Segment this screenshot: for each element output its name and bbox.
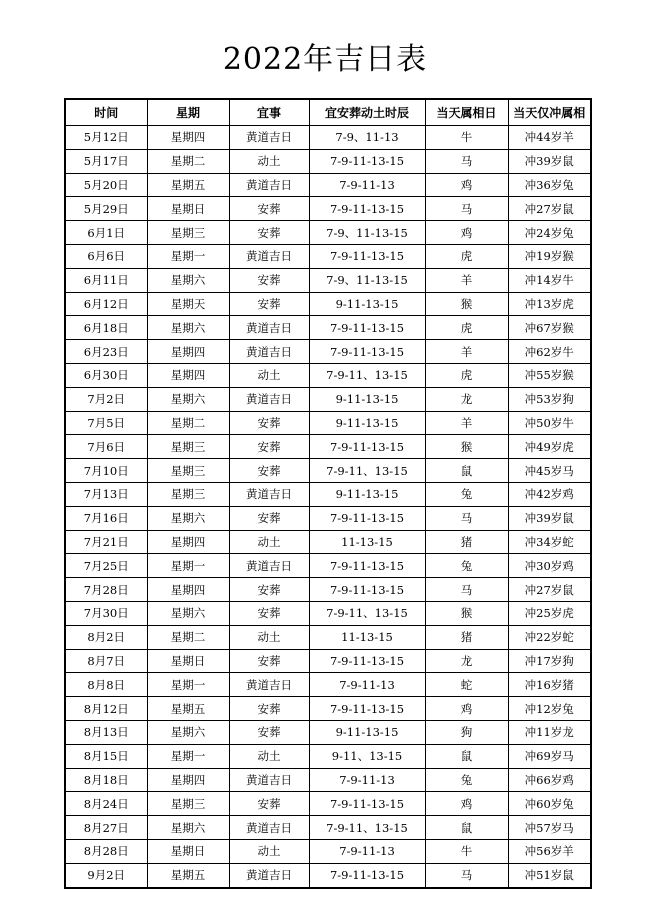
cell-activity: 安葬 (229, 221, 309, 245)
cell-weekday: 星期五 (147, 863, 229, 887)
table-row (65, 839, 591, 863)
cell-activity: 安葬 (229, 292, 309, 316)
cell-hours: 9-11-13-15 (309, 411, 425, 435)
cell-date: 8月7日 (65, 649, 147, 673)
table-row (65, 697, 591, 721)
cell-zodiac-day: 猪 (425, 530, 508, 554)
table-row (65, 768, 591, 792)
table-row (65, 625, 591, 649)
cell-date: 6月1日 (65, 221, 147, 245)
cell-zodiac-day: 马 (425, 197, 508, 221)
table-row (65, 268, 591, 292)
cell-hours: 7-9-11-13-15 (309, 149, 425, 173)
page-title: 2022年吉日表 (222, 42, 428, 77)
cell-date: 5月12日 (65, 126, 147, 150)
cell-weekday: 星期日 (147, 197, 229, 221)
cell-weekday: 星期四 (147, 530, 229, 554)
cell-activity: 安葬 (229, 459, 309, 483)
cell-weekday: 星期六 (147, 506, 229, 530)
cell-activity: 黄道吉日 (229, 340, 309, 364)
cell-clash: 冲69岁马 (508, 744, 591, 768)
cell-date: 6月30日 (65, 363, 147, 387)
cell-activity: 黄道吉日 (229, 768, 309, 792)
cell-clash: 冲19岁猴 (508, 244, 591, 268)
table-row (65, 292, 591, 316)
cell-zodiac-day: 兔 (425, 768, 508, 792)
cell-weekday: 星期一 (147, 673, 229, 697)
cell-date: 5月29日 (65, 197, 147, 221)
cell-clash: 冲17岁狗 (508, 649, 591, 673)
cell-activity: 安葬 (229, 411, 309, 435)
table-row (65, 173, 591, 197)
cell-weekday: 星期一 (147, 244, 229, 268)
cell-activity: 安葬 (229, 435, 309, 459)
cell-hours: 9-11、13-15 (309, 744, 425, 768)
cell-weekday: 星期三 (147, 792, 229, 816)
cell-date: 6月18日 (65, 316, 147, 340)
cell-activity: 动土 (229, 363, 309, 387)
cell-clash: 冲24岁兔 (508, 221, 591, 245)
cell-activity: 动土 (229, 530, 309, 554)
cell-zodiac-day: 牛 (425, 126, 508, 150)
cell-hours: 7-9、11-13-15 (309, 221, 425, 245)
cell-weekday: 星期四 (147, 126, 229, 150)
cell-zodiac-day: 猴 (425, 292, 508, 316)
cell-zodiac-day: 鸡 (425, 697, 508, 721)
cell-date: 7月10日 (65, 459, 147, 483)
cell-clash: 冲67岁猴 (508, 316, 591, 340)
cell-date: 8月18日 (65, 768, 147, 792)
cell-hours: 7-9-11、13-15 (309, 601, 425, 625)
cell-weekday: 星期六 (147, 387, 229, 411)
table-row (65, 506, 591, 530)
cell-weekday: 星期二 (147, 411, 229, 435)
cell-weekday: 星期六 (147, 816, 229, 840)
cell-zodiac-day: 兔 (425, 554, 508, 578)
table-row (65, 578, 591, 602)
cell-activity: 黄道吉日 (229, 173, 309, 197)
cell-zodiac-day: 鸡 (425, 221, 508, 245)
cell-activity: 黄道吉日 (229, 126, 309, 150)
cell-date: 7月16日 (65, 506, 147, 530)
cell-hours: 9-11-13-15 (309, 482, 425, 506)
cell-zodiac-day: 猪 (425, 625, 508, 649)
cell-clash: 冲22岁蛇 (508, 625, 591, 649)
header-activity: 宜事 (229, 99, 309, 126)
cell-zodiac-day: 鼠 (425, 459, 508, 483)
cell-date: 8月8日 (65, 673, 147, 697)
cell-clash: 冲14岁牛 (508, 268, 591, 292)
cell-date: 7月6日 (65, 435, 147, 459)
table-row (65, 411, 591, 435)
cell-weekday: 星期一 (147, 554, 229, 578)
cell-clash: 冲12岁兔 (508, 697, 591, 721)
cell-date: 6月12日 (65, 292, 147, 316)
cell-date: 9月2日 (65, 863, 147, 887)
cell-zodiac-day: 羊 (425, 340, 508, 364)
cell-zodiac-day: 鼠 (425, 816, 508, 840)
cell-zodiac-day: 鼠 (425, 744, 508, 768)
cell-zodiac-day: 兔 (425, 482, 508, 506)
table-row (65, 649, 591, 673)
cell-date: 6月6日 (65, 244, 147, 268)
cell-zodiac-day: 马 (425, 578, 508, 602)
cell-zodiac-day: 龙 (425, 649, 508, 673)
cell-activity: 安葬 (229, 268, 309, 292)
cell-hours: 7-9-11-13-15 (309, 792, 425, 816)
cell-activity: 动土 (229, 149, 309, 173)
cell-hours: 7-9-11-13-15 (309, 244, 425, 268)
cell-weekday: 星期三 (147, 482, 229, 506)
cell-hours: 7-9-11-13 (309, 173, 425, 197)
cell-weekday: 星期六 (147, 268, 229, 292)
table-row (65, 221, 591, 245)
cell-hours: 7-9-11-13-15 (309, 649, 425, 673)
cell-activity: 黄道吉日 (229, 816, 309, 840)
cell-hours: 7-9-11-13-15 (309, 340, 425, 364)
cell-hours: 7-9-11-13-15 (309, 863, 425, 887)
cell-weekday: 星期五 (147, 173, 229, 197)
cell-clash: 冲60岁兔 (508, 792, 591, 816)
cell-hours: 9-11-13-15 (309, 292, 425, 316)
table-row (65, 244, 591, 268)
table-row (65, 459, 591, 483)
table-row (65, 744, 591, 768)
cell-weekday: 星期四 (147, 340, 229, 364)
cell-date: 8月13日 (65, 720, 147, 744)
table-row (65, 720, 591, 744)
cell-weekday: 星期日 (147, 839, 229, 863)
cell-weekday: 星期四 (147, 578, 229, 602)
table-row (65, 340, 591, 364)
header-hours: 宜安葬动土时辰 (309, 99, 425, 126)
table-row (65, 863, 591, 887)
cell-activity: 动土 (229, 625, 309, 649)
cell-weekday: 星期六 (147, 720, 229, 744)
header-weekday: 星期 (147, 99, 229, 126)
table-row (65, 387, 591, 411)
cell-zodiac-day: 羊 (425, 411, 508, 435)
table-row (65, 149, 591, 173)
cell-clash: 冲13岁虎 (508, 292, 591, 316)
cell-hours: 7-9-11-13-15 (309, 578, 425, 602)
cell-weekday: 星期一 (147, 744, 229, 768)
cell-zodiac-day: 虎 (425, 363, 508, 387)
cell-clash: 冲30岁鸡 (508, 554, 591, 578)
cell-date: 8月2日 (65, 625, 147, 649)
table-row (65, 316, 591, 340)
header-zodiac-day: 当天属相日 (425, 99, 508, 126)
cell-weekday: 星期三 (147, 435, 229, 459)
cell-hours: 7-9、11-13 (309, 126, 425, 150)
table-row (65, 435, 591, 459)
cell-date: 8月12日 (65, 697, 147, 721)
cell-activity: 动土 (229, 839, 309, 863)
cell-clash: 冲36岁兔 (508, 173, 591, 197)
cell-hours: 7-9-11-13-15 (309, 554, 425, 578)
cell-clash: 冲57岁马 (508, 816, 591, 840)
cell-clash: 冲50岁牛 (508, 411, 591, 435)
cell-clash: 冲55岁猴 (508, 363, 591, 387)
cell-zodiac-day: 龙 (425, 387, 508, 411)
cell-hours: 7-9-11-13 (309, 673, 425, 697)
cell-date: 5月17日 (65, 149, 147, 173)
cell-zodiac-day: 鸡 (425, 792, 508, 816)
cell-zodiac-day: 虎 (425, 316, 508, 340)
cell-clash: 冲56岁羊 (508, 839, 591, 863)
cell-clash: 冲27岁鼠 (508, 578, 591, 602)
cell-hours: 7-9、11-13-15 (309, 268, 425, 292)
cell-activity: 安葬 (229, 720, 309, 744)
header-date: 时间 (65, 99, 147, 126)
cell-clash: 冲44岁羊 (508, 126, 591, 150)
cell-hours: 7-9-11-13-15 (309, 506, 425, 530)
cell-hours: 7-9-11-13 (309, 768, 425, 792)
cell-hours: 9-11-13-15 (309, 720, 425, 744)
cell-clash: 冲16岁猪 (508, 673, 591, 697)
cell-activity: 安葬 (229, 697, 309, 721)
cell-date: 7月5日 (65, 411, 147, 435)
cell-hours: 7-9-11-13-15 (309, 697, 425, 721)
cell-hours: 7-9-11、13-15 (309, 459, 425, 483)
cell-weekday: 星期六 (147, 316, 229, 340)
cell-clash: 冲62岁牛 (508, 340, 591, 364)
cell-activity: 安葬 (229, 601, 309, 625)
cell-weekday: 星期四 (147, 768, 229, 792)
cell-activity: 黄道吉日 (229, 482, 309, 506)
cell-weekday: 星期五 (147, 697, 229, 721)
cell-clash: 冲39岁鼠 (508, 506, 591, 530)
cell-weekday: 星期六 (147, 601, 229, 625)
cell-zodiac-day: 马 (425, 863, 508, 887)
cell-date: 7月28日 (65, 578, 147, 602)
cell-date: 6月11日 (65, 268, 147, 292)
cell-date: 7月2日 (65, 387, 147, 411)
cell-hours: 7-9-11、13-15 (309, 363, 425, 387)
header-clash: 当天仅冲属相 (508, 99, 591, 126)
cell-activity: 安葬 (229, 649, 309, 673)
cell-clash: 冲45岁马 (508, 459, 591, 483)
cell-clash: 冲34岁蛇 (508, 530, 591, 554)
cell-zodiac-day: 猴 (425, 601, 508, 625)
cell-clash: 冲25岁虎 (508, 601, 591, 625)
cell-activity: 黄道吉日 (229, 673, 309, 697)
cell-activity: 黄道吉日 (229, 554, 309, 578)
cell-date: 7月25日 (65, 554, 147, 578)
cell-date: 8月15日 (65, 744, 147, 768)
table-row (65, 673, 591, 697)
cell-hours: 11-13-15 (309, 530, 425, 554)
cell-weekday: 星期日 (147, 649, 229, 673)
cell-zodiac-day: 牛 (425, 839, 508, 863)
table-row (65, 482, 591, 506)
cell-hours: 7-9-11-13-15 (309, 435, 425, 459)
cell-weekday: 星期二 (147, 149, 229, 173)
cell-activity: 黄道吉日 (229, 316, 309, 340)
cell-date: 5月20日 (65, 173, 147, 197)
cell-zodiac-day: 马 (425, 506, 508, 530)
table-body (65, 126, 591, 888)
table-row (65, 363, 591, 387)
cell-weekday: 星期三 (147, 221, 229, 245)
cell-hours: 7-9-11-13-15 (309, 197, 425, 221)
cell-activity: 安葬 (229, 578, 309, 602)
cell-activity: 动土 (229, 744, 309, 768)
cell-date: 8月28日 (65, 839, 147, 863)
cell-activity: 黄道吉日 (229, 244, 309, 268)
cell-clash: 冲53岁狗 (508, 387, 591, 411)
cell-zodiac-day: 猴 (425, 435, 508, 459)
cell-activity: 安葬 (229, 792, 309, 816)
cell-zodiac-day: 马 (425, 149, 508, 173)
cell-date: 8月24日 (65, 792, 147, 816)
cell-weekday: 星期二 (147, 625, 229, 649)
cell-clash: 冲39岁鼠 (508, 149, 591, 173)
cell-clash: 冲11岁龙 (508, 720, 591, 744)
cell-date: 7月30日 (65, 601, 147, 625)
cell-zodiac-day: 虎 (425, 244, 508, 268)
table-row (65, 792, 591, 816)
cell-clash: 冲66岁鸡 (508, 768, 591, 792)
cell-weekday: 星期天 (147, 292, 229, 316)
cell-zodiac-day: 鸡 (425, 173, 508, 197)
table-row (65, 530, 591, 554)
table-row (65, 601, 591, 625)
header-row (65, 99, 591, 126)
auspicious-days-table (64, 98, 592, 889)
cell-zodiac-day: 羊 (425, 268, 508, 292)
cell-clash: 冲51岁鼠 (508, 863, 591, 887)
cell-activity: 黄道吉日 (229, 387, 309, 411)
table-row (65, 554, 591, 578)
cell-date: 8月27日 (65, 816, 147, 840)
cell-activity: 安葬 (229, 506, 309, 530)
cell-activity: 安葬 (229, 197, 309, 221)
cell-clash: 冲49岁虎 (508, 435, 591, 459)
cell-weekday: 星期四 (147, 363, 229, 387)
cell-clash: 冲27岁鼠 (508, 197, 591, 221)
cell-weekday: 星期三 (147, 459, 229, 483)
cell-hours: 11-13-15 (309, 625, 425, 649)
cell-hours: 7-9-11-13 (309, 839, 425, 863)
cell-date: 7月21日 (65, 530, 147, 554)
cell-activity: 黄道吉日 (229, 863, 309, 887)
table-row (65, 197, 591, 221)
cell-zodiac-day: 蛇 (425, 673, 508, 697)
cell-hours: 7-9-11、13-15 (309, 816, 425, 840)
cell-hours: 9-11-13-15 (309, 387, 425, 411)
table-row (65, 816, 591, 840)
cell-clash: 冲42岁鸡 (508, 482, 591, 506)
table-row (65, 126, 591, 150)
cell-zodiac-day: 狗 (425, 720, 508, 744)
cell-hours: 7-9-11-13-15 (309, 316, 425, 340)
cell-date: 7月13日 (65, 482, 147, 506)
cell-date: 6月23日 (65, 340, 147, 364)
